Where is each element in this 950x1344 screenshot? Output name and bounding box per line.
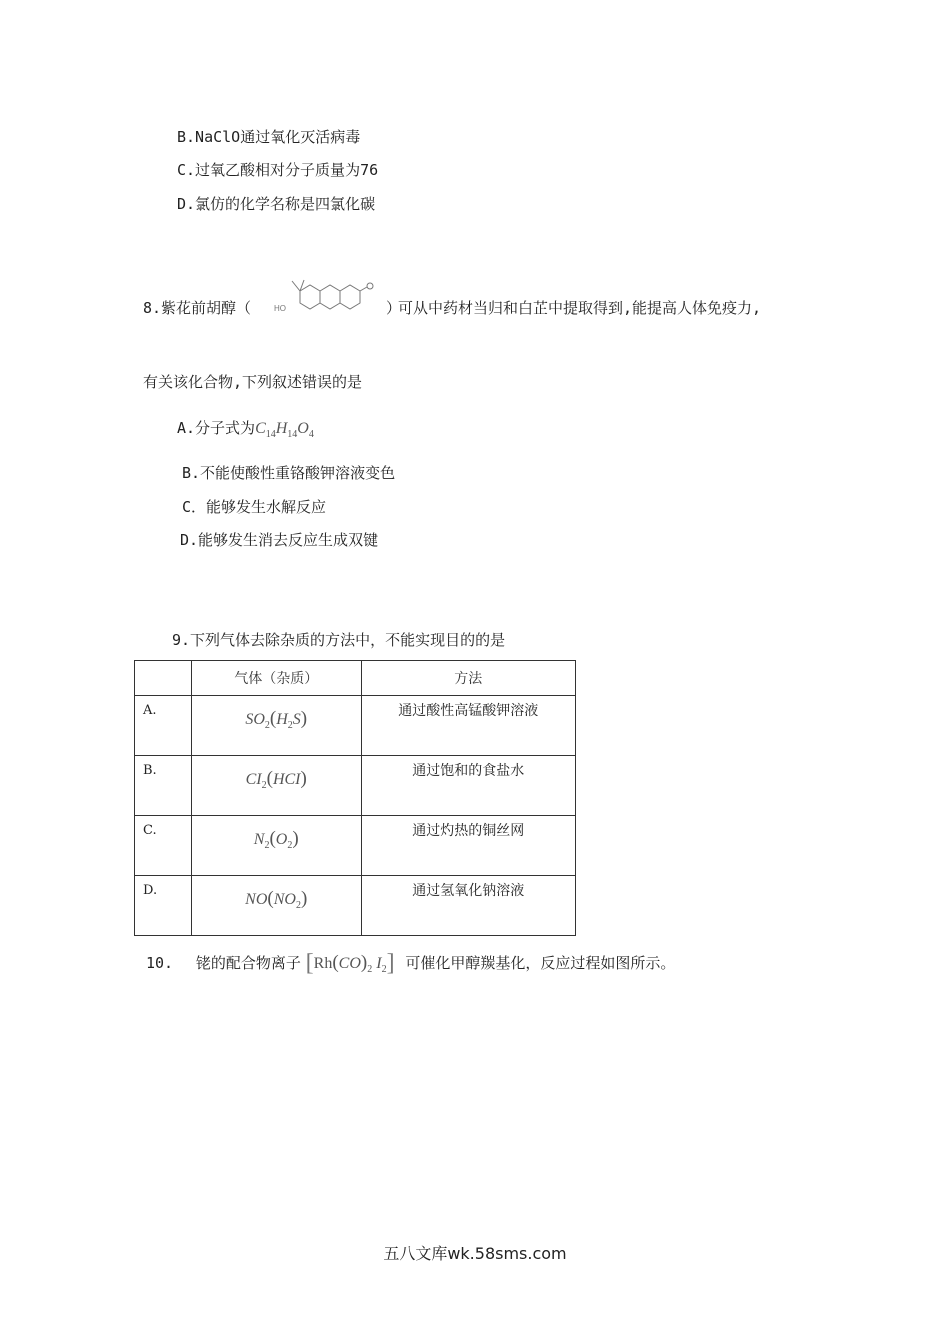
row-label: C. [143, 823, 157, 838]
method-text: 通过酸性高锰酸钾溶液 [398, 703, 539, 719]
q9-table [134, 660, 576, 936]
row-label: D. [143, 883, 158, 898]
q8-option-a-prefix: A.分子式为 [177, 419, 256, 437]
row-label: B. [143, 763, 157, 778]
formula-h-count: 14 [287, 429, 298, 440]
option-c: C.过氧乙酸相对分子质量为76 [177, 161, 379, 179]
coumarin-structure-icon [270, 277, 380, 325]
table-row [135, 816, 576, 876]
header-method: 方法 [361, 661, 575, 696]
formula-h: H [275, 420, 288, 437]
q10-number: 10. [146, 954, 174, 972]
q10-stem [146, 950, 676, 980]
q8-stem-line2: 有关该化合物,下列叙述错误的是 [143, 373, 363, 391]
q9-stem: 9.下列气体去除杂质的方法中，不能实现目的的是 [172, 631, 506, 649]
q8-option-c: C．能够发生水解反应 [182, 498, 327, 516]
q8-option-b: B.不能使酸性重铬酸钾溶液变色 [182, 464, 396, 482]
gas-formula: $CI_2(HCI)$ [245, 768, 307, 791]
option-b: B.NaClO通过氧化灭活病毒 [177, 128, 361, 146]
table-header-row [135, 661, 576, 696]
method-text: 通过饱和的食盐水 [412, 763, 525, 779]
molecular-formula [255, 420, 314, 440]
formula-o: O [297, 420, 309, 437]
q10-stem-end: 可催化甲醇羰基化，反应过程如图所示。 [405, 954, 676, 972]
gas-formula: $NO(NO_2)$ [245, 888, 308, 911]
table-row [135, 756, 576, 816]
gas-formula: $N_2(O_2)$ [253, 828, 299, 851]
formula-o-count: 4 [308, 429, 314, 440]
q8-option-d: D.能够发生消去反应生成双键 [180, 531, 379, 549]
method-text: 通过灼热的铜丝网 [412, 823, 525, 839]
gas-formula: $SO_2(H_2S)$ [245, 708, 308, 731]
q8-option-a [177, 418, 314, 445]
footer-watermark: 五八文库wk.58sms.com [383, 1244, 567, 1263]
structure-ho-label: HO [274, 304, 286, 313]
row-label: A. [143, 703, 157, 718]
q8-stem-close: ） [386, 299, 402, 317]
header-gas: 气体（杂质） [191, 661, 361, 696]
header-label [135, 661, 192, 696]
table-row [135, 696, 576, 756]
formula-c: C [255, 420, 266, 437]
table-row [135, 876, 576, 936]
method-text: 通过氢氧化钠溶液 [412, 883, 525, 899]
option-d: D.氯仿的化学名称是四氯化碳 [177, 195, 376, 213]
q8-stem-start: 8.紫花前胡醇（ [143, 299, 252, 317]
q8-stem-rest: 可从中药材当归和白芷中提取得到,能提高人体免疫力, [398, 299, 762, 317]
rh-complex-formula: [$Rh(CO)_2$ $I_2$] [305, 950, 395, 976]
formula-c-count: 14 [265, 429, 276, 440]
q10-stem-start: 铑的配合物离子 [195, 954, 301, 972]
